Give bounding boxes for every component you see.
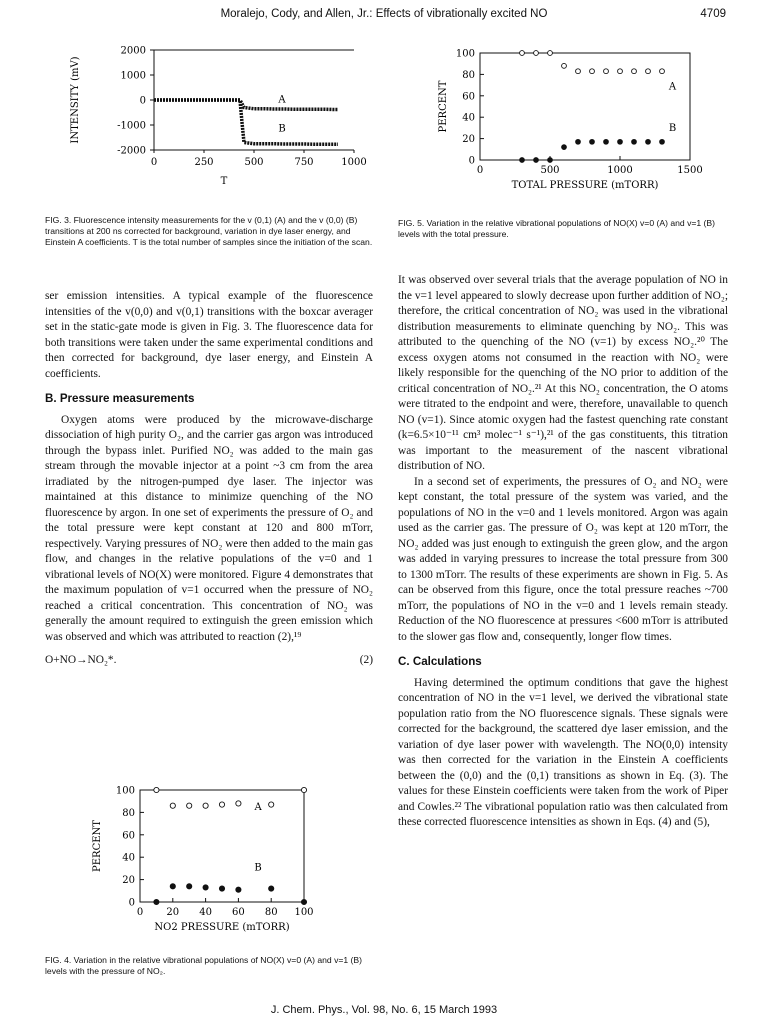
data-point-a [520, 51, 525, 56]
data-point-a [576, 69, 581, 74]
y-tick-label: 40 [122, 852, 135, 864]
data-point-b [548, 158, 553, 163]
y-tick-label: 60 [462, 91, 475, 103]
right-column [398, 273, 728, 831]
data-point-b [632, 139, 637, 144]
section-heading-c: C. Calculations [398, 655, 482, 668]
equation-2 [45, 650, 373, 672]
y-tick-label: 80 [122, 807, 135, 819]
data-point-b [646, 139, 651, 144]
y-tick-label: 2000 [120, 45, 146, 57]
data-point-a [618, 69, 623, 74]
y-tick-label: 60 [122, 830, 135, 842]
data-point-a [562, 63, 567, 68]
data-point-b [269, 886, 274, 891]
x-tick-label: 100 [294, 907, 314, 918]
y-tick-label: 0 [139, 95, 146, 107]
data-point-a [660, 69, 665, 74]
series-label-a: A [278, 94, 286, 106]
series-label-a: A [254, 802, 262, 814]
section-heading-b: B. Pressure measurements [45, 392, 195, 405]
paragraph: Oxygen atoms were produced by the microwave-discharge dissociation of high purity O₂, and the carrier gas argon was introduced through the bypass inlet. Purified NO₂ was added to the main gas stream through the movable injector at a point ~3 cm from the area irradiated by the nitrogen-pumped dye laser. The injector was maintained at this distance to minimize quenching of the NO fluorescence by argon. In one set of experiments the pressure of O₂ and the total pressure were kept constant at 120 and 800 mTorr, respectively. Varying pressures of NO₂ were then added to the main gas flow, and changes in the relative populations of the v=0 and 1 vibrational levels of NO(X) were monitored. Figure 4 demonstrates that the maximum population of v=1 occurred when the pressure of NO₂ reached a critical concentration. This concentration of NO₂ was generally the amount required to extinguish the green emission which was observed and which was attributed to reaction (2),¹⁹ [45, 413, 373, 643]
x-tick-label: 1000 [607, 165, 633, 176]
data-point-a [301, 787, 306, 792]
data-point-b [618, 139, 623, 144]
x-tick-label: 0 [136, 907, 144, 918]
data-point-b [301, 899, 306, 904]
series-label-b: B [668, 123, 677, 135]
equation-text: O+NO→NO₂*. [45, 654, 117, 666]
x-tick-label: 0 [150, 157, 158, 168]
x-tick-label: 1500 [677, 165, 703, 176]
x-tick-label: 1000 [341, 157, 367, 168]
journal-footer: J. Chem. Phys., Vol. 98, No. 6, 15 March 1993 [270, 1004, 498, 1016]
data-point-b [604, 139, 609, 144]
x-tick-label: 500 [540, 165, 560, 176]
series-label-b: B [254, 862, 262, 874]
data-point-a [236, 801, 241, 806]
fig5-caption: FIG. 5. Variation in the relative vibrational populations of NO(X) v=0 (A) and v=1 (B) levels with the total pressure. [398, 218, 716, 239]
data-point-b [203, 885, 208, 890]
data-point-b [154, 899, 159, 904]
y-axis-label: PERCENT [92, 820, 103, 872]
paragraph: In a second set of experiments, the pressures of O₂ and NO₂ were kept constant, the total pressure of the system was varied, and the populations of NO in the v=0 and 1 levels monitored. Argon was again used as the carrier gas. The pressure of O₂ was kept at 120 mTorr, the NO₂ added was just enough to extinguish the green glow, and the argon was added in varying pressures to increase the total pressure from 300 to 1300 mTorr. The results of these experiments are shown in Fig. 5. As can be observed from this figure, once the total pressure reaches ~700 mTorr, the populations of NO in the v=0 and 1 levels remain steady. Reduction of the NO fluorescence at pressures <600 mTorr is attributed to the slower gas flow and, consequently, longer flow times. [398, 475, 728, 643]
fig5-chart [430, 43, 730, 203]
data-point-b [236, 887, 241, 892]
fig3-xlabel: T [220, 176, 228, 187]
fig3-chart [40, 40, 380, 205]
data-point-a [548, 51, 553, 56]
y-tick-label: 0 [468, 155, 475, 167]
plot-frame [480, 53, 690, 160]
equation-number: (2) [359, 654, 373, 666]
y-tick-label: 1000 [120, 70, 146, 82]
data-point-b [660, 139, 665, 144]
x-tick-label: 20 [166, 907, 180, 918]
data-point-a [646, 69, 651, 74]
header-title: Moralejo, Cody, and Allen, Jr.: Effects of vibrationally excited NO [220, 8, 548, 20]
y-tick-label: 0 [128, 897, 135, 909]
data-point-a [632, 69, 637, 74]
x-tick-label: 40 [199, 907, 212, 918]
data-point-a [154, 787, 159, 792]
y-tick-label: 20 [122, 875, 135, 887]
data-point-b [219, 886, 224, 891]
paragraph: It was observed over several trials that the average population of NO in the v=1 level appeared to slowly decrease upon further addition of NO₂; therefore, the critical concentration of NO₂ was used in the vibrational distribution measurements to eliminate quenching by NO₂. This was attributed to the quenching of the NO (v=1) by excess NO₂.²⁰ The excess oxygen atoms not consumed in the reaction with NO₂ were likely responsible for the quenching of the NO prior to addition of the critical concentration of NO₂.²¹ At this NO₂ concentration, the O atoms were titrated to the endpoint and were, therefore, unavailable to quench NO (v=1). Since atomic oxygen had the fastest quenching rate constant (k=6.5×10⁻¹¹ cm³ molec⁻¹ s⁻¹),²¹ of the gas constituents, this titration was important to the measurement of the nascent vibrational distribution of NO. [398, 274, 728, 472]
y-tick-label: -2000 [117, 145, 146, 157]
data-point-b [187, 884, 192, 889]
data-point-b [576, 139, 581, 144]
data-point-b [170, 884, 175, 889]
x-axis-label: NO2 PRESSURE (mTORR) [154, 922, 290, 933]
fig4-caption: FIG. 4. Variation in the relative vibrational populations of NO(X) v=0 (A) and v=1 (B) levels with the pressure of NO₂. [45, 955, 363, 976]
data-point-b [520, 158, 525, 163]
y-tick-label: -1000 [117, 120, 146, 132]
y-axis-label: PERCENT [438, 80, 449, 133]
x-tick-label: 500 [244, 157, 264, 168]
x-axis-label: TOTAL PRESSURE (mTORR) [511, 180, 659, 191]
x-tick-label: 750 [294, 157, 314, 168]
data-point-a [170, 803, 175, 808]
data-point-a [219, 802, 224, 807]
data-point-a [187, 803, 192, 808]
y-tick-label: 40 [462, 112, 475, 124]
paragraph: ser emission intensities. A typical example of the fluorescence intensities of the v(0,0) and v(0,1) transitions with the boxcar averager set in the static-gate mode is given in Fig. 3. The fluorescence data for both transitions were taken under the same experimental conditions and then corrected for background, dye laser energy, and Einstein A coefficients. [45, 290, 373, 380]
data-point-a [604, 69, 609, 74]
x-tick-label: 60 [232, 907, 245, 918]
fig3-caption: FIG. 3. Fluorescence intensity measurements for the v (0,1) (A) and the v (0,0) (B) transitions at 200 ns corrected for background, variation in dye laser energy, and Einstein A coefficients. T is the total number of samples since the initiation of the scan. [45, 215, 373, 247]
data-point-b [534, 158, 539, 163]
fig4-chart [80, 780, 360, 950]
data-point-a [203, 803, 208, 808]
y-tick-label: 80 [462, 69, 475, 81]
data-point-b [562, 145, 567, 150]
data-point-b [590, 139, 595, 144]
page-number: 4709 [700, 8, 726, 20]
series-label-a: A [668, 81, 677, 93]
y-tick-label: 100 [115, 785, 135, 797]
paragraph: Having determined the optimum conditions that gave the highest concentration of NO in the v=1 level, we derived the vibrational state population ratio from the NO fluorescence signals. These signals were corrected for the background, the scattered dye laser emission, and the variation of dye laser power with wavelength. The NO(0,0) intensity was then corrected for the variation in the Einstein A coefficients between the (0,0) and the (0,1) transitions as shown in Eq. (3). The values for these Einstein coefficients were taken from the work of Piper and Cowles.²² The vibrational population ratio was then calculated from these corrected fluorescence intensities as shown in Eqs. (4) and (5), [398, 676, 728, 828]
x-tick-label: 80 [264, 907, 278, 918]
series-label-b: B [278, 123, 286, 135]
fig3-ylabel: INTENSITY (mV) [70, 56, 81, 144]
data-point-a [534, 51, 539, 56]
data-point-a [590, 69, 595, 74]
y-tick-label: 20 [462, 134, 475, 146]
x-tick-label: 0 [476, 165, 484, 176]
x-tick-label: 250 [194, 157, 214, 168]
y-tick-label: 100 [455, 48, 475, 60]
left-column [45, 289, 373, 672]
data-point-a [269, 802, 274, 807]
